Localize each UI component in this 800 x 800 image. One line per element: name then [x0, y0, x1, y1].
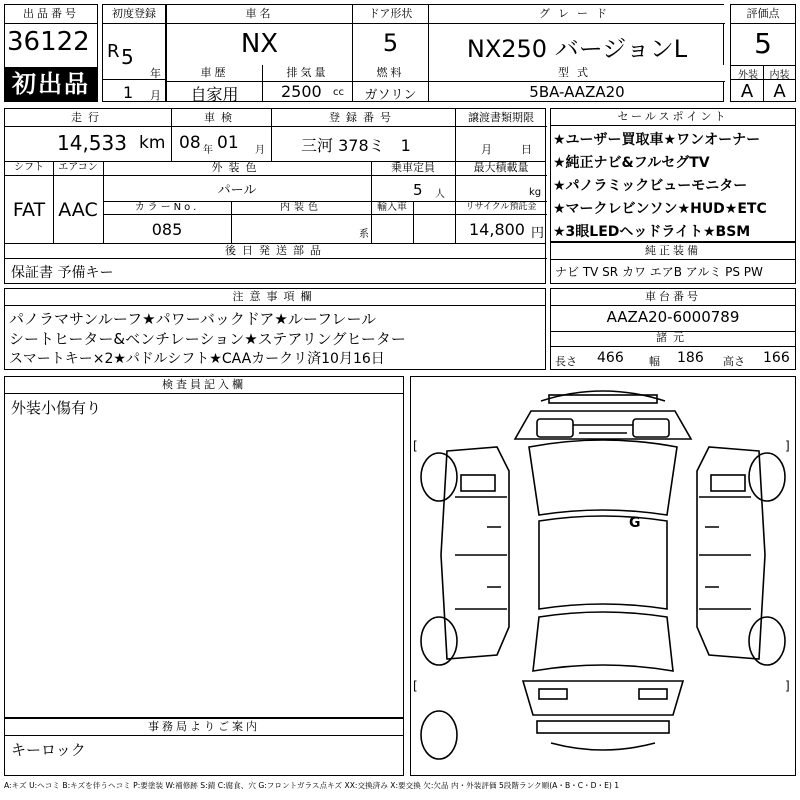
history-label: 車歴: [167, 65, 262, 82]
detail-box: [4, 108, 546, 284]
recycle-label: リサイクル預託金: [465, 202, 537, 212]
transfer-month-unit: 月: [481, 143, 492, 156]
first-reg-year: 5: [121, 45, 134, 69]
legend: A:キズ U:ヘコミ B:キズを伴うヘコミ P:要塗装 W:補修跡 S:錆 C:腐食、穴 G:フロントガラス点キズ XX:交換済み X:要交換 欠:欠品 内・外装評価 5段階ランク順(A・B・C・D・E) 1: [4, 781, 620, 790]
history-cell: [167, 65, 263, 104]
bracket-left-top: [: [413, 439, 418, 453]
transfer-label: 譲渡書類期限: [468, 111, 534, 124]
inspection-month-unit: 月: [255, 145, 265, 156]
score-value: 5: [754, 27, 772, 60]
era: R: [107, 41, 120, 62]
inspection-year: 08: [179, 133, 201, 153]
left-mirror: [461, 475, 495, 491]
capacity-label: 乗車定員: [391, 161, 435, 174]
displacement-value: 2500: [281, 82, 322, 101]
spare-wheel: [421, 711, 457, 759]
upper-main-box: [166, 4, 724, 102]
color-value: パール: [217, 183, 257, 198]
ext-score-label: 外装: [738, 70, 758, 81]
chassis-value: AAZA20-6000789: [606, 308, 740, 326]
interior-unit: 系: [359, 229, 369, 240]
taillight-left: [539, 689, 567, 699]
rear-bumper-box: [537, 721, 669, 733]
trunk-shape: [523, 681, 683, 715]
registration-label: 登録番号: [329, 111, 397, 124]
dims-label: 諸元: [551, 331, 795, 347]
note-line: パノラマサンルーフ★パワーバックドア★ルーフレール: [9, 310, 377, 328]
color-no-value: 085: [151, 220, 183, 239]
first-reg-label: 初度登録: [103, 5, 165, 24]
color-label: 外装色: [211, 161, 263, 174]
shift-value: FAT: [12, 199, 46, 221]
first-reg-month: 1: [123, 83, 134, 102]
fuel-label: 燃料: [353, 65, 428, 82]
capacity-value: 5: [413, 181, 423, 199]
import-label: 輸入車: [377, 202, 407, 213]
sales-point-item: ★マークレビンソン★HUD★ETC: [553, 201, 767, 217]
model-value: 5BA-AAZA20: [529, 83, 625, 101]
inspector-value: 外装小傷有り: [11, 399, 102, 417]
first-listing-tag: 初出品: [5, 67, 97, 101]
notes-box: [4, 288, 546, 370]
bracket-right-bottom: ]: [785, 679, 790, 693]
car-outline: [411, 377, 795, 775]
car-name: NX: [240, 29, 279, 59]
displacement-unit: cc: [333, 87, 344, 98]
height-label: 高さ: [723, 355, 745, 368]
sales-points-box: [550, 108, 796, 242]
fuel-cell: [353, 65, 429, 101]
bracket-right-top: ]: [785, 439, 790, 453]
score-box: [730, 4, 796, 102]
lot-number: 36122: [7, 27, 90, 57]
capacity-unit: 人: [435, 189, 445, 200]
inspector-box: [4, 376, 404, 718]
roof-shape: [539, 516, 667, 609]
wheel-front-left: [421, 453, 457, 501]
car-name-cell: [167, 5, 353, 65]
bracket-left-bottom: [: [413, 679, 418, 693]
inspection-month: 01: [217, 133, 239, 153]
displacement-label: 排気量: [263, 65, 352, 82]
door-value: 5: [382, 29, 399, 57]
mileage-value: 14,533: [57, 131, 127, 155]
car-name-label: 車名: [167, 5, 352, 24]
taillight-right: [639, 689, 667, 699]
sales-point-item: ★ユーザー買取車★ワンオーナー: [553, 132, 761, 148]
later-parts-label: 後日発送部品: [225, 244, 327, 257]
note-line: シートヒーター&ベンチレーション★ステアリングヒーター: [9, 330, 406, 348]
equipment-value: ナビ TV SR カワ エアB アルミ PS PW: [555, 265, 763, 279]
car-diagram: [410, 376, 796, 776]
sales-point-item: ★3眼LEDヘッドライト★BSM: [553, 224, 751, 240]
headlight-right: [633, 419, 669, 437]
lot-label: 出品番号: [5, 5, 97, 24]
int-score: A: [773, 81, 786, 102]
equipment-box: [550, 242, 796, 284]
inspector-label: 検査員記入欄: [5, 377, 403, 394]
right-mirror: [711, 475, 745, 491]
interior-label: 内装色: [280, 202, 322, 213]
model-label: 型式: [429, 65, 725, 82]
equipment-label: 純正装備: [551, 243, 795, 260]
office-value: キーロック: [11, 741, 86, 759]
history-value: 自家用: [190, 85, 239, 104]
front-bumper-shape: [541, 391, 665, 401]
recycle-value: 14,800: [469, 220, 525, 239]
ext-score: A: [740, 81, 754, 102]
chassis-label: 車台番号: [551, 289, 795, 306]
mileage-unit: km: [139, 133, 166, 153]
front-bumper-box: [549, 395, 657, 403]
sales-point-item: ★純正ナビ&フルセグTV: [553, 155, 710, 171]
displacement-cell: [263, 65, 353, 101]
lot-box: [4, 4, 98, 102]
headlight-left: [537, 419, 573, 437]
width-value: 186: [677, 350, 704, 366]
aircon-label: エアコン: [58, 162, 98, 173]
load-label: 最大積載量: [473, 161, 529, 174]
recycle-unit: 円: [531, 226, 545, 241]
registration-value: 三河 378ミ 1: [301, 136, 411, 155]
wheel-rear-left: [421, 617, 457, 665]
sales-point-item: ★パノラミックビューモニター: [553, 178, 748, 194]
load-unit: kg: [529, 187, 542, 198]
shift-label: シフト: [14, 162, 44, 173]
inspection-year-unit: 年: [203, 145, 213, 156]
wheel-rear-right: [749, 617, 785, 665]
year-unit: 年: [150, 67, 161, 80]
length-value: 466: [597, 350, 624, 366]
right-side-shape: [697, 447, 765, 659]
later-parts-value: 保証書 予備キー: [11, 265, 114, 281]
damage-mark-g: G: [629, 515, 641, 531]
fuel-value: ガソリン: [364, 88, 417, 103]
door-cell: [353, 5, 429, 65]
notes-label: 注意事項欄: [5, 289, 545, 306]
color-no-label: カラーNo.: [134, 202, 200, 213]
door-label: ドア形状: [353, 5, 428, 24]
chassis-box: [550, 288, 796, 370]
grade-cell: [429, 5, 725, 65]
sales-points-label: セールスポイント: [551, 109, 795, 126]
first-registration-box: [102, 4, 166, 102]
month-unit: 月: [150, 89, 161, 102]
mileage-label: 走行: [71, 111, 105, 124]
wheel-front-right: [749, 453, 785, 501]
model-cell: [429, 65, 725, 101]
transfer-day-unit: 日: [521, 143, 532, 156]
office-box: [4, 718, 404, 776]
note-line: スマートキー×2★パドルシフト★CAAカークリ済10月16日: [9, 351, 385, 367]
int-score-label: 内装: [769, 70, 790, 81]
windshield-shape: [529, 440, 677, 515]
length-label: 長さ: [555, 355, 577, 368]
aircon-value: AAC: [58, 199, 98, 221]
inspection-label: 車検: [204, 111, 238, 124]
left-side-shape: [441, 447, 509, 659]
office-label: 事務局よりご案内: [5, 719, 403, 736]
grade-value: NX250 バージョンL: [466, 35, 688, 63]
height-value: 166: [763, 350, 790, 366]
grade-label: グレード: [429, 5, 725, 24]
rear-window-shape: [533, 612, 673, 671]
width-label: 幅: [649, 355, 660, 368]
score-label: 評価点: [731, 5, 795, 24]
